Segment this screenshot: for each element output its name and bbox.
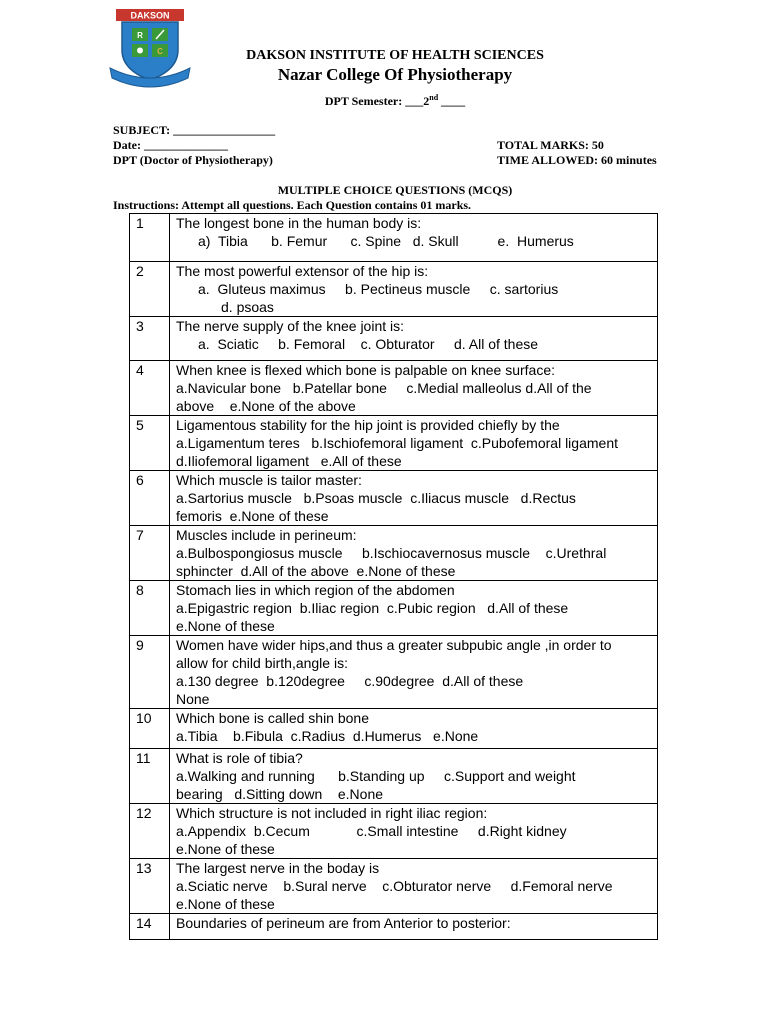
question-text: The longest bone in the human body is:: [176, 215, 422, 231]
question-text: Ligamentous stability for the hip joint is provided chiefly by the: [176, 417, 560, 433]
question-cell: [170, 262, 658, 317]
question-text: The largest nerve in the boday is: [176, 860, 380, 876]
question-text: Muscles include in perineum:: [176, 527, 357, 543]
question-cell: [170, 914, 658, 940]
question-number: 3: [130, 317, 170, 361]
question-cell: [170, 317, 658, 361]
question-options: e.None of these: [176, 841, 275, 857]
question-options: a.Walking and running b.Standing up c.Support and weight: [176, 768, 576, 784]
question-options: a. Gluteus maximus b. Pectineus muscle c. sartorius: [198, 281, 559, 297]
question-row: [130, 361, 658, 416]
question-number: 6: [130, 471, 170, 526]
question-row: [130, 636, 658, 709]
question-row: [130, 749, 658, 804]
question-row: [130, 526, 658, 581]
question-number: 5: [130, 416, 170, 471]
question-row: [130, 471, 658, 526]
question-row: [130, 262, 658, 317]
question-text: When knee is flexed which bone is palpable on knee surface:: [176, 362, 556, 378]
question-cell: [170, 709, 658, 749]
question-cell: [170, 859, 658, 914]
question-row: [130, 709, 658, 749]
question-cell: [170, 416, 658, 471]
question-options: a.Bulbospongiosus muscle b.Ischiocavernosus muscle c.Urethral: [176, 545, 607, 561]
question-number: 12: [130, 804, 170, 859]
question-number: 9: [130, 636, 170, 709]
question-options: a.Tibia b.Fibula c.Radius d.Humerus e.None: [176, 728, 479, 744]
section-heading: MULTIPLE CHOICE QUESTIONS (MCQS): [277, 183, 513, 197]
question-options: bearing d.Sitting down e.None: [176, 786, 384, 802]
question-options: None: [176, 691, 210, 707]
question-row: [130, 859, 658, 914]
question-text: Which structure is not included in right iliac region:: [176, 805, 488, 821]
question-number: 14: [130, 914, 170, 940]
question-options: a. Sciatic b. Femoral c. Obturator d. All of these: [198, 336, 539, 352]
questions-table: [129, 213, 658, 940]
question-row: [130, 317, 658, 361]
question-row: [130, 416, 658, 471]
institute-logo: [108, 8, 192, 88]
college-name: Nazar College Of Physiotherapy: [277, 65, 513, 84]
question-options: a.Sartorius muscle b.Psoas muscle c.Iliacus muscle d.Rectus: [176, 490, 576, 506]
logo-shield: [122, 22, 178, 80]
question-number: 4: [130, 361, 170, 416]
date-field: Date: ______________: [113, 138, 228, 152]
question-options: e.None of these: [176, 896, 275, 912]
question-number: 10: [130, 709, 170, 749]
question-cell: [170, 804, 658, 859]
semester-prefix: DPT Semester: ___2: [324, 94, 430, 108]
question-options: above e.None of the above: [176, 398, 356, 414]
semester-suffix: ____: [438, 94, 466, 108]
semester-line: [200, 93, 590, 109]
question-text: The most powerful extensor of the hip is:: [176, 263, 429, 279]
question-options: d. psoas: [221, 299, 274, 315]
question-cell: [170, 581, 658, 636]
question-cell: [170, 471, 658, 526]
question-row: [130, 214, 658, 262]
question-row: [130, 581, 658, 636]
question-text: Which muscle is tailor master:: [176, 472, 362, 488]
question-text: Which bone is called shin bone: [176, 710, 370, 726]
logo-text: DAKSON: [130, 10, 170, 21]
question-options: sphincter d.All of the above e.None of these: [176, 563, 456, 579]
total-marks: TOTAL MARKS: 50: [497, 138, 604, 152]
question-cell: [170, 749, 658, 804]
question-text: The nerve supply of the knee joint is:: [176, 318, 405, 334]
question-text: What is role of tibia?: [176, 750, 303, 766]
question-options: a.130 degree b.120degree c.90degree d.All of these: [176, 673, 524, 689]
question-number: 8: [130, 581, 170, 636]
question-options: a) Tibia b. Femur c. Spine d. Skull e. Humerus: [198, 233, 574, 249]
question-options: a.Epigastric region b.Iliac region c.Pubic region d.All of these: [176, 600, 569, 616]
logo-figure-icon: [137, 48, 143, 54]
question-options: a.Sciatic nerve b.Sural nerve c.Obturator nerve d.Femoral nerve: [176, 878, 613, 894]
question-options: femoris e.None of these: [176, 508, 329, 524]
question-text: Women have wider hips,and thus a greater subpubic angle ,in order to: [176, 637, 612, 653]
question-options: a.Navicular bone b.Patellar bone c.Medial malleolus d.All of the: [176, 380, 592, 396]
question-cell: [170, 526, 658, 581]
question-number: 11: [130, 749, 170, 804]
semester-sup: nd: [429, 93, 439, 102]
question-options: allow for child birth,angle is:: [176, 655, 348, 671]
logo-letter: R: [137, 31, 143, 40]
question-options: a.Appendix b.Cecum c.Small intestine d.Right kidney: [176, 823, 567, 839]
program-name: DPT (Doctor of Physiotherapy): [113, 153, 273, 167]
question-cell: [170, 636, 658, 709]
question-number: 2: [130, 262, 170, 317]
question-number: 7: [130, 526, 170, 581]
question-row: [130, 914, 658, 940]
logo-letter: C: [157, 47, 163, 56]
question-text: Boundaries of perineum are from Anterior to posterior:: [176, 915, 511, 931]
question-cell: [170, 361, 658, 416]
question-cell: [170, 214, 658, 262]
institute-name: DAKSON INSTITUTE OF HEALTH SCIENCES: [246, 48, 544, 63]
question-number: 13: [130, 859, 170, 914]
instructions: Instructions: Attempt all questions. Each Question contains 01 marks.: [113, 198, 472, 212]
subject-field: SUBJECT: _________________: [113, 123, 276, 137]
question-text: Stomach lies in which region of the abdomen: [176, 582, 455, 598]
question-options: e.None of these: [176, 618, 275, 634]
question-number: 1: [130, 214, 170, 262]
question-options: a.Ligamentum teres b.Ischiofemoral ligament c.Pubofemoral ligament: [176, 435, 618, 451]
time-allowed: TIME ALLOWED: 60 minutes: [497, 153, 657, 167]
question-row: [130, 804, 658, 859]
question-options: d.Iliofemoral ligament e.All of these: [176, 453, 402, 469]
